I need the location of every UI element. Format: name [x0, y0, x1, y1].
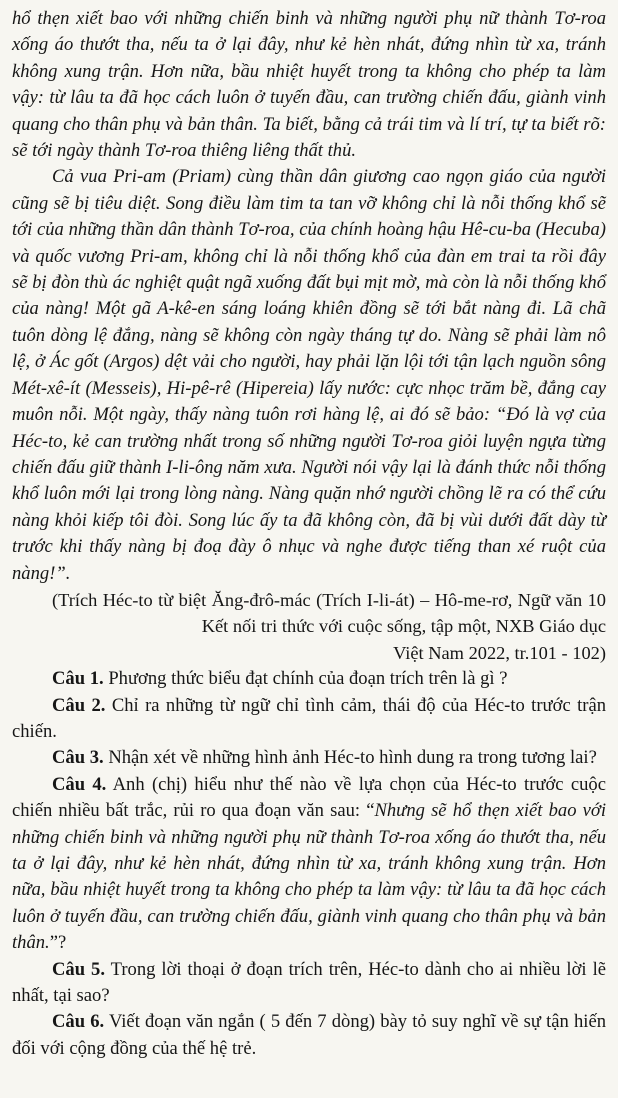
- question-text: Viết đoạn văn ngắn ( 5 đến 7 dòng) bày tỏ suy nghĩ về sự tận hiến đối với cộng đồng của thế hệ trẻ.: [12, 1011, 606, 1059]
- question-4: [12, 772, 606, 957]
- question-text: Anh (chị) hiểu như thế nào về lựa chọn của Héc-to trước cuộc chiến nhiều bất trắc, rủi ro qua đoạn văn sau: “: [12, 773, 606, 822]
- question-label: Câu 4.: [52, 773, 107, 795]
- source-citation: (Trích Héc-to từ biệt Ăng-đrô-mác (Trích I-li-át) – Hô-me-rơ, Ngữ văn 10 Kết nối tri thức với cuộc sống, tập một, NXB Giáo dục: [52, 589, 606, 637]
- question-text-end: ”?: [49, 932, 67, 954]
- question-3: [12, 745, 606, 771]
- question-label: Câu 2.: [52, 694, 106, 716]
- question-6: [12, 1009, 606, 1062]
- question-text: Trong lời thoại ở đoạn trích trên, Héc-to dành cho ai nhiều lời lẽ nhất, tại sao?: [12, 958, 606, 1007]
- question-label: Câu 3.: [52, 747, 104, 769]
- source-citation-end: Việt Nam 2022, tr.101 - 102): [393, 642, 606, 663]
- question-1: [12, 666, 606, 692]
- question-text: Nhận xét về những hình ảnh Héc-to hình dung ra trong tương lai?: [103, 747, 597, 769]
- question-label: Câu 6.: [52, 1011, 105, 1033]
- passage-paragraph-1: hổ thẹn xiết bao với những chiến binh và những người phụ nữ thành Tơ-roa xống áo thướt tha, nếu ta ở lại đây, như kẻ hèn nhát, đứng nhìn từ xa, tránh không xung trận. Hơn nữa, bầu nhiệt huyết trong ta không cho phép ta làm vậy: từ lâu ta đã học cách luôn ở tuyến đầu, can trường chiến đấu, giành vinh quang cho thân phụ và bản thân. Ta biết, bằng cả trái tim và lí trí, tự ta biết rõ: sẽ tới ngày thành Tơ-roa thiêng liêng thất thủ.: [12, 8, 606, 162]
- question-label: Câu 5.: [52, 958, 105, 980]
- question-label: Câu 1.: [52, 668, 104, 690]
- question-quote: Nhưng sẽ hổ thẹn xiết bao với những chiến binh và những người phụ nữ thành Tơ-roa xống áo thướt tha, nếu ta ở lại đây, như kẻ hèn nhát, đứng nhìn từ xa, tránh không xung trận. Hơn nữa, bầu nhiệt huyết trong ta không cho phép ta làm vậy: từ lâu ta đã học cách luôn ở tuyến đầu, can trường chiến đấu, giành vinh quang cho thân phụ và bản thân.: [12, 800, 606, 954]
- question-2: [12, 693, 606, 746]
- question-text: Chỉ ra những từ ngữ chỉ tình cảm, thái độ của Héc-to trước trận chiến.: [12, 694, 606, 742]
- passage-paragraph-2: Cả vua Pri-am (Priam) cùng thần dân giương cao ngọn giáo của người cũng sẽ bị tiêu diệt. Song điều làm tim ta tan vỡ không chỉ là nỗi thống khổ sẽ tới của những thần dân thành Tơ-roa, của chính hoàng hậu Hê-cu-ba (Hecuba) và quốc vương Pri-am, không chỉ là nỗi thống khổ của đàn em trai ta rồi đây sẽ bị đòn thù ác nghiệt quật ngã xuống đất bụi mịt mờ, mà còn là nỗi thống khổ của nàng! Một gã A-kê-en sáng loáng khiên đồng sẽ tới bắt nàng đi. Lã chã tuôn dòng lệ đắng, nàng sẽ không còn ngày tháng tự do. Nàng sẽ phải làm nô lệ, ở Ác gốt (Argos) dệt vải cho người, hay phải lặn lội tới tận lạch nguồn sông Mét-xê-ít (Messeis), Hi-pê-rê (Hipereia) lấy nước: cực nhọc trăm bề, đắng cay muôn nỗi. Một ngày, thấy nàng tuôn rơi hàng lệ, ai đó sẽ bảo: “Đó là vợ của Héc-to, kẻ can trường nhất trong số những người Tơ-roa giỏi luyện ngựa từng chiến đấu giữ thành I-li-ông năm xưa. Người nói vậy lại là đánh thức nỗi thống khổ luôn mới lại trong lòng nàng. Nàng quặn nhớ người chồng lẽ ra có thể cứu nàng khỏi kiếp tôi đòi. Song lúc ấy ta đã không còn, đã bị vùi dưới đất dày từ trước khi thấy nàng bị đoạ đày ô nhục và nghe được tiếng than xé ruột của nàng!”.: [12, 166, 606, 584]
- question-5: [12, 957, 606, 1010]
- question-text: Phương thức biểu đạt chính của đoạn trích trên là gì ?: [103, 668, 508, 690]
